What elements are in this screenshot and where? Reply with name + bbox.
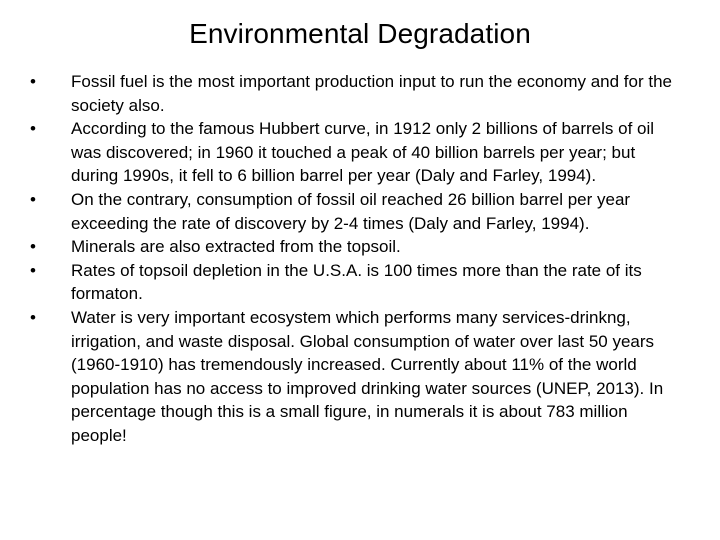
bullet-marker: • bbox=[30, 237, 36, 257]
bullet-item-water bbox=[30, 306, 680, 448]
bullet-marker: • bbox=[30, 307, 36, 327]
bullet-text: According to the famous Hubbert curve, in 1912 only 2 billions of barrels of oil was discovered; in 1960 it touched a peak of 40 billion barrels per year; but during 1990s, it fell to 6 billion barrel per year (Daly and Farley, 1994). bbox=[71, 119, 655, 186]
bullet-marker: • bbox=[30, 72, 36, 91]
bullet-text: On the contrary, consumption of fossil oil reached 26 billion barrel per year exceeding the rate of discovery by 2-4 times (Daly and Farley, 1994). bbox=[71, 189, 631, 233]
bullet-item-hubbert-curve bbox=[30, 117, 680, 188]
bullet-marker: • bbox=[30, 119, 36, 139]
bullet-text: Minerals are also extracted from the topsoil. bbox=[71, 237, 401, 257]
bullet-item-minerals bbox=[30, 235, 680, 259]
slide-title: Environmental Degradation bbox=[189, 18, 531, 49]
bullet-item-fossil-fuel bbox=[30, 70, 680, 117]
bullet-text: Rates of topsoil depletion in the U.S.A. is 100 times more than the rate of its formaton. bbox=[71, 260, 642, 304]
bullet-item-topsoil-depletion bbox=[30, 259, 680, 306]
bullet-marker: • bbox=[30, 260, 36, 280]
bullet-marker: • bbox=[30, 189, 36, 209]
bullet-item-oil-consumption bbox=[30, 188, 680, 235]
bullet-text: Water is very important ecosystem which performs many services-drinkng, irrigation, and waste disposal. Global consumption of water over last 50 years (1960-1910) has tremendously increased. Currently about 11% of the world population has no access to improved drinking water sources (UNEP, 2013). In percentage though this is a small figure, in numerals it is about 783 million people! bbox=[71, 307, 664, 445]
bullet-text: Fossil fuel is the most important production input to run the economy and for the society also. bbox=[71, 72, 672, 115]
bullet-list bbox=[30, 70, 680, 448]
